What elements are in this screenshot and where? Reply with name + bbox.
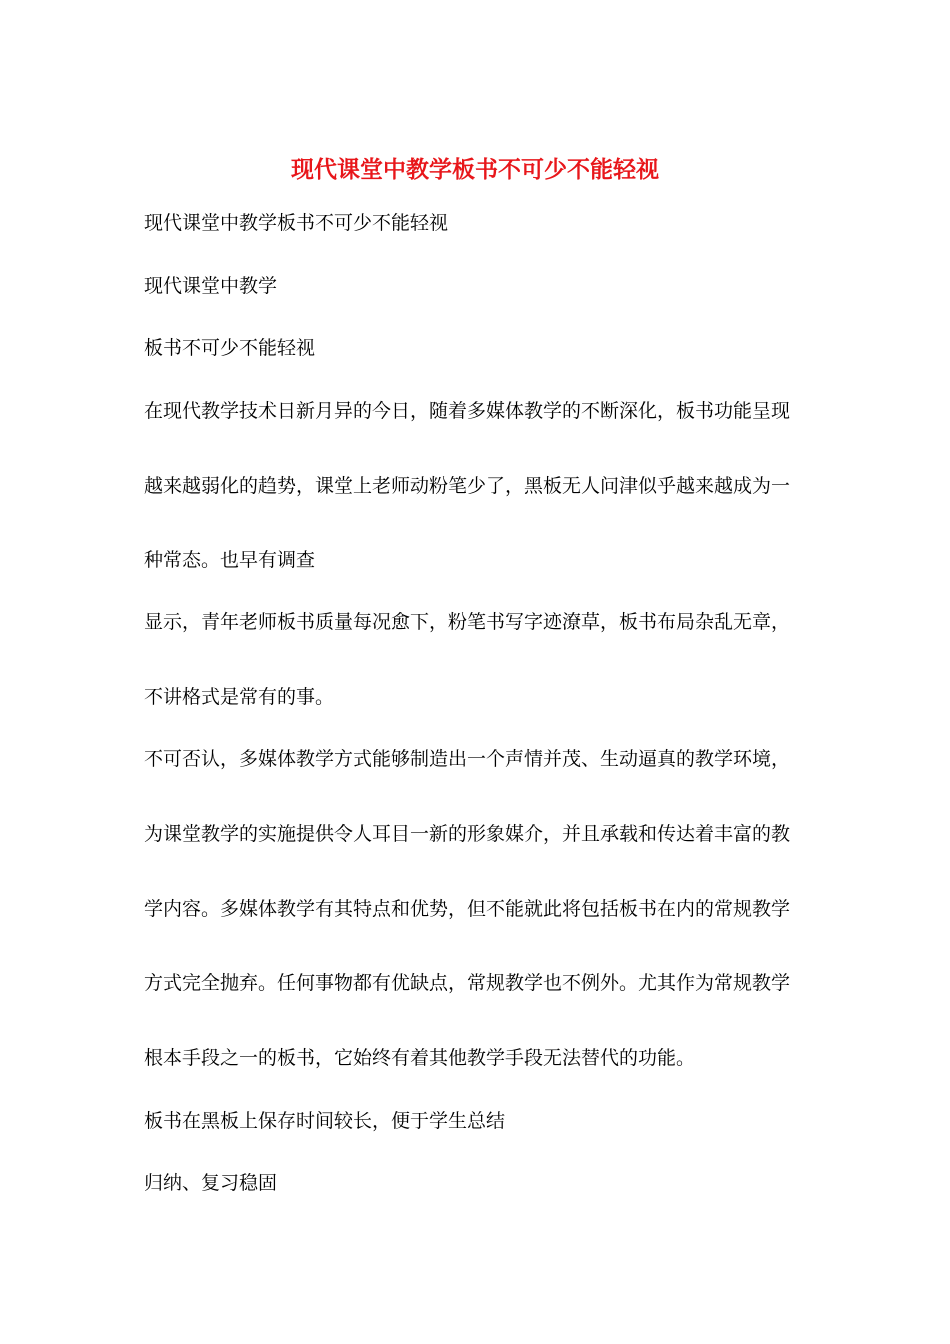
body-line: 板书不可少不能轻视 [144,337,316,359]
body-line: 根本手段之一的板书，它始终有着其他教学手段无法替代的功能。 [144,1047,696,1069]
body-line: 现代课堂中教学 [144,275,278,297]
body-line: 归纳、复习稳固 [144,1172,278,1194]
document-title: 现代课堂中教学板书不可少不能轻视 [291,157,659,183]
body-line: 现代课堂中教学板书不可少不能轻视 [144,212,449,234]
body-line: 在现代教学技术日新月异的今日，随着多媒体教学的不断深化，板书功能呈现 [144,400,791,422]
body-line: 越来越弱化的趋势，课堂上老师动粉笔少了，黑板无人问津似乎越来越成为一 [144,475,791,497]
body-line: 不可否认，多媒体教学方式能够制造出一个声情并茂、生动逼真的教学环境， [144,748,791,770]
body-line: 板书在黑板上保存时间较长，便于学生总结 [144,1110,506,1132]
body-line: 种常态。也早有调查 [144,549,316,571]
body-line: 学内容。多媒体教学有其特点和优势，但不能就此将包括板书在内的常规教学 [144,898,791,920]
body-line: 方式完全抛弃。任何事物都有优缺点，常规教学也不例外。尤其作为常规教学 [144,972,791,994]
body-line: 显示，青年老师板书质量每况愈下，粉笔书写字迹潦草，板书布局杂乱无章， [144,611,791,633]
body-line: 不讲格式是常有的事。 [144,686,335,708]
body-line: 为课堂教学的实施提供令人耳目一新的形象媒介，并且承载和传达着丰富的教 [144,823,791,845]
